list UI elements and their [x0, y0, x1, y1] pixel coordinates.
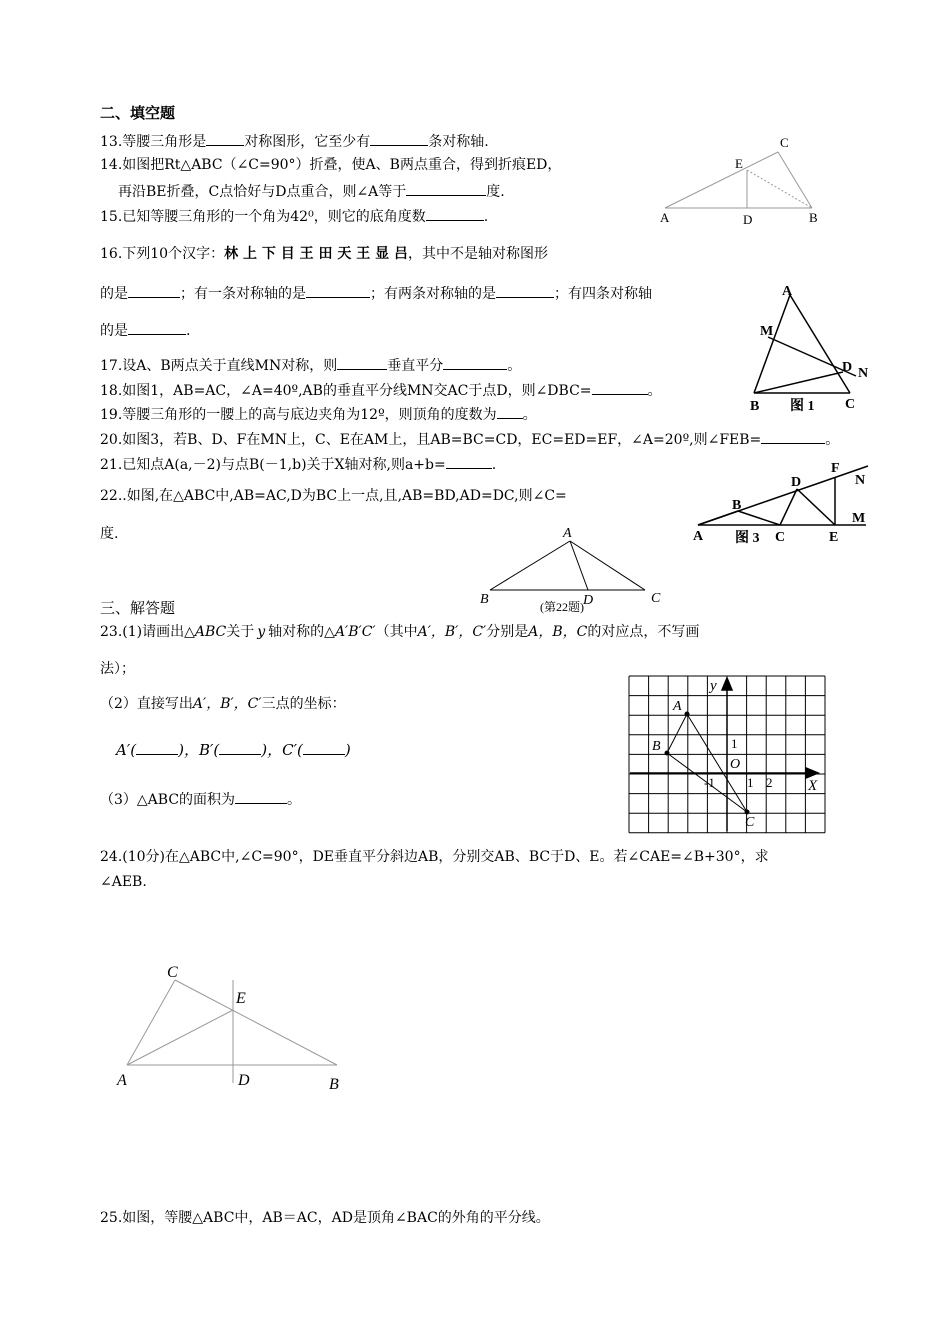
q13-text-b: 对称图形，它至少有: [244, 134, 371, 150]
q23-a-prime-label: A′(: [116, 741, 137, 759]
fig1-label-a: A: [782, 284, 793, 299]
q23-points: A，B，C: [528, 624, 588, 640]
q13-text-a: 13.等腰三角形是: [100, 134, 207, 150]
q23-a-prime-blank[interactable]: [136, 740, 178, 755]
q14-text: 再沿BE折叠，C点恰好与D点重合，则∠A等于: [118, 184, 407, 200]
q23-area-blank[interactable]: [235, 789, 287, 804]
fig22-label-d: D: [583, 593, 594, 608]
q16-blank-2[interactable]: [306, 283, 370, 298]
fig24-label-b: B: [329, 1076, 339, 1093]
q23-c-prime-blank[interactable]: [303, 740, 345, 755]
grid-tick-1-y: 1: [731, 736, 738, 751]
question-19: [100, 404, 537, 424]
q16-text-e: ；有两条对称轴的是: [370, 286, 496, 302]
fig14-label-e: E: [735, 156, 743, 171]
fig24-label-d: D: [238, 1072, 250, 1089]
q13-blank-2[interactable]: [370, 131, 428, 146]
q23-text-c: 关于: [226, 624, 255, 640]
grid-origin-label: O: [730, 757, 741, 772]
q14-text-end: 度.: [486, 184, 505, 200]
q23-close-paren: ): [344, 741, 351, 759]
q21-blank[interactable]: [446, 454, 492, 469]
fig24-label-a: A: [117, 1072, 127, 1089]
q16-characters: 林 上 下 目 王 田 天 王 显 吕: [224, 246, 408, 262]
q23-part2-points: A′，B′，C′: [192, 696, 262, 712]
fig24-label-e: E: [236, 990, 246, 1007]
section-2-heading: 二、填空题: [100, 104, 176, 122]
fig3-label-f: F: [831, 461, 840, 476]
fig14-label-c: C: [780, 135, 789, 150]
q18-blank[interactable]: [592, 380, 648, 395]
fig22-label-c: C: [651, 591, 661, 606]
fig3-caption: 图 3: [735, 531, 760, 546]
q21-text-end: .: [491, 457, 497, 473]
question-21: [100, 454, 496, 474]
q23-c-prime-label: )，C′(: [261, 741, 303, 759]
q23-b-prime-label: )，B′(: [178, 741, 220, 759]
grid-tick-neg1-x: -1: [704, 775, 715, 790]
fig3-label-d: D: [791, 475, 802, 490]
fig14-label-d: D: [743, 212, 753, 227]
fig14-label-a: A: [660, 210, 670, 225]
fig3-label-b: B: [732, 498, 742, 513]
question-13: [100, 131, 489, 151]
q19-blank[interactable]: [497, 404, 523, 419]
question-23-part-2: [100, 695, 346, 713]
question-18: [100, 380, 662, 400]
q23-text-i: 分别是: [486, 624, 529, 640]
question-23-line-1: [100, 623, 699, 641]
q23-text-g: （其中: [375, 624, 418, 640]
question-23-part-3: [100, 789, 301, 809]
fig1-label-m: M: [760, 324, 774, 339]
q13-blank-1[interactable]: [206, 131, 244, 146]
q17-text-c: 。: [507, 358, 522, 374]
q18-text-end: 。: [647, 383, 662, 399]
q23-points-prime: A′，B′，C′: [417, 624, 487, 640]
q19-text: 19.等腰三角形的一腰上的高与底边夹角为12º，则顶角的度数为: [100, 407, 497, 423]
q16-text-d: ；有一条对称轴的是: [180, 286, 306, 302]
q23-part3-end: 。: [287, 792, 302, 808]
q23-part3-text: （3）△ABC的面积为: [100, 792, 236, 808]
grid-tick-2-x: 2: [766, 775, 773, 790]
q17-text-a: 17.设A、B两点关于直线MN对称，则: [100, 358, 338, 374]
q19-text-end: 。: [522, 407, 537, 423]
grid-tick-1-x: 1: [747, 775, 754, 790]
fig3-label-c: C: [775, 530, 786, 545]
q23-triangle: △ABC: [184, 624, 227, 640]
fig3-label-e: E: [829, 530, 839, 545]
question-24-line-1: 24.(10分)在△ABC中,∠C=90°，DE垂直平分斜边AB，分别交AB、BC于D、E。若∠CAE=∠B+30°，求: [100, 849, 769, 865]
q16-blank-1[interactable]: [128, 283, 180, 298]
q23-text-e: 轴对称的: [268, 624, 325, 640]
fig1-label-c: C: [845, 397, 856, 412]
grid-point-b: B: [652, 739, 661, 754]
q23-text-k: 的对应点，不写画: [587, 624, 700, 640]
question-15: [100, 206, 488, 226]
q16-text-h: .: [186, 323, 191, 339]
grid-point-a: A: [673, 699, 682, 714]
q15-text: 15.已知等腰三角形的一个角为42⁰，则它的底角度数: [100, 209, 426, 225]
fig14-label-b: B: [809, 210, 818, 225]
grid-y-label: y: [710, 678, 717, 694]
q20-text-end: 。: [825, 432, 840, 448]
q16-text-a: 16.下列10个汉字：: [100, 246, 225, 262]
q15-text-end: .: [483, 209, 489, 225]
question-23-line-2: 法）；: [100, 661, 135, 677]
q23-part2-text-c: 三点的坐标：: [261, 696, 346, 712]
fig3-label-a: A: [693, 529, 704, 544]
fig3-label-n: N: [855, 473, 866, 488]
q15-blank[interactable]: [426, 206, 484, 221]
fig3-label-m: M: [852, 511, 866, 526]
q20-text: 20.如图3，若B、D、F在MN上，C、E在AM上，且AB=BC=CD，EC=ED=EF，∠A=20º,则∠FEB=: [100, 432, 762, 448]
fig1-caption: 图 1: [790, 399, 815, 414]
q16-text-f: ；有四条对称轴: [554, 286, 652, 302]
fig24-label-c: C: [167, 964, 178, 981]
question-17: [100, 355, 521, 375]
question-16-line-3: [100, 320, 190, 340]
question-22-line-2: 度.: [100, 526, 119, 542]
fig1-label-b: B: [750, 399, 760, 414]
q14-blank[interactable]: [406, 181, 486, 196]
q16-text-g: 的是: [100, 323, 128, 339]
question-20: [100, 429, 839, 449]
q23-b-prime-blank[interactable]: [219, 740, 261, 755]
question-14-line-2: [118, 181, 505, 201]
section-3-heading: 三、解答题: [100, 599, 176, 617]
q20-blank[interactable]: [761, 429, 825, 444]
q23-triangle-prime: △A′B′C′: [324, 624, 376, 640]
q23-y-axis: y: [257, 624, 266, 640]
grid-x-label: X: [808, 778, 818, 794]
q17-text-b: 垂直平分: [387, 358, 444, 374]
fig22-label-b: B: [480, 592, 489, 607]
question-25: 25.如图，等腰△ABC中，AB＝AC，AD是顶角∠BAC的外角的平分线。: [100, 1210, 550, 1226]
question-24-line-2: ∠AEB.: [100, 874, 147, 890]
fig1-label-n: N: [858, 366, 869, 381]
question-23-coordinates: [116, 740, 351, 759]
q16-text-b: ，其中不是轴对称图形: [407, 246, 548, 262]
q16-blank-4[interactable]: [128, 320, 186, 335]
q18-text: 18.如图1，AB=AC，∠A=40º,AB的垂直平分线MN交AC于点D，则∠DBC=: [100, 383, 592, 399]
grid-point-c: C: [745, 815, 755, 830]
q16-text-c: 的是: [100, 286, 128, 302]
q23-text-a: 23.(1)请画出: [100, 624, 185, 640]
fig22-caption: (第22题): [540, 600, 584, 614]
q21-text: 21.已知点A(a,－2)与点B(－1,b)关于X轴对称,则a+b=: [100, 457, 446, 473]
question-22-line-1: 22..如图,在△ABC中,AB=AC,D为BC上一点,且,AB=BD,AD=DC,则∠C=: [100, 488, 567, 504]
question-14-line-1: 14.如图把Rt△ABC（∠C=90°）折叠，使A、B两点重合，得到折痕ED，: [100, 157, 562, 173]
question-16-line-1: [100, 245, 548, 263]
q17-blank-2[interactable]: [443, 355, 507, 370]
q16-blank-3[interactable]: [496, 283, 554, 298]
question-16-line-2: [100, 283, 652, 303]
fig22-label-a: A: [563, 526, 572, 541]
fig1-label-d: D: [842, 360, 853, 375]
q13-text-c: 条对称轴.: [428, 134, 489, 150]
q23-part2-text-a: （2）直接写出: [100, 696, 193, 712]
q17-blank-1[interactable]: [337, 355, 387, 370]
